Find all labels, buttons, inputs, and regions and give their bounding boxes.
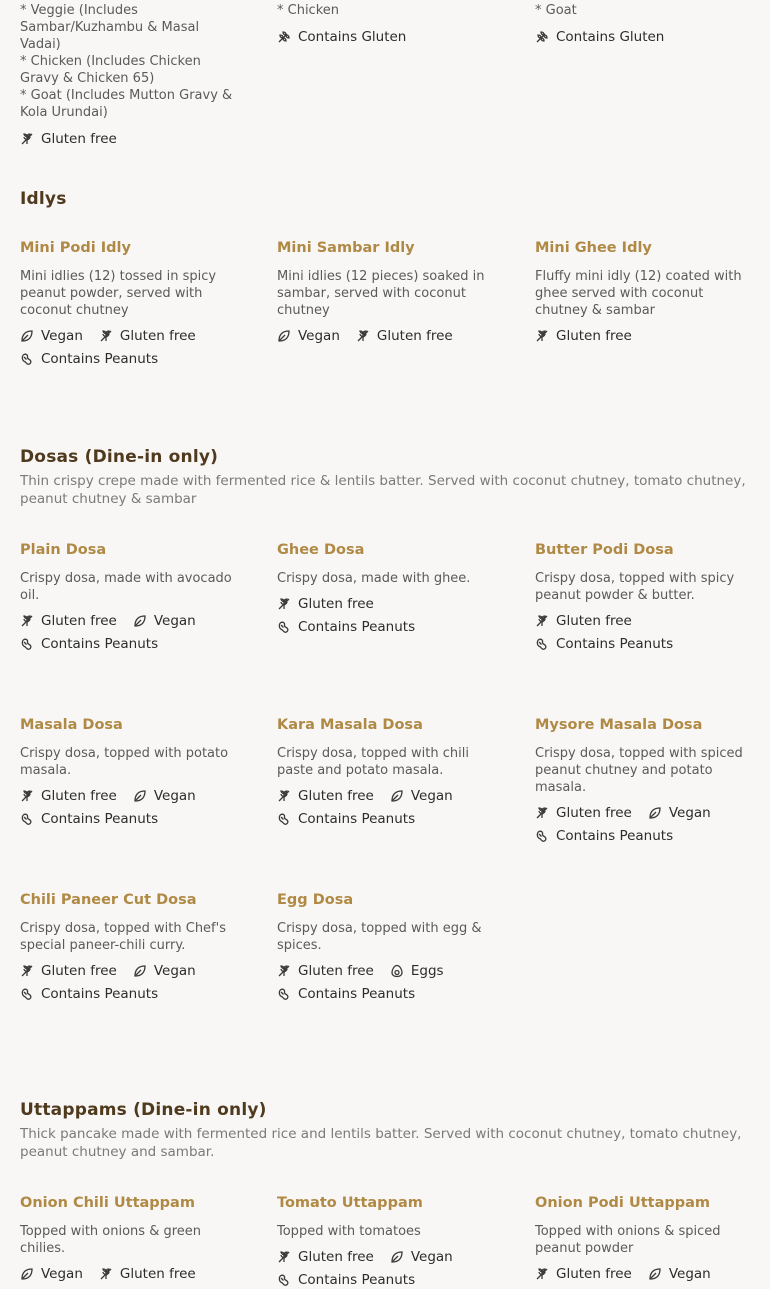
tag-label: Contains Peanuts <box>41 986 159 1002</box>
leaf-icon <box>20 329 34 343</box>
item-description: Topped with tomatoes <box>277 1224 421 1239</box>
dietary-tag <box>277 595 374 613</box>
dietary-tags <box>277 962 492 1003</box>
peanut-icon <box>20 987 34 1001</box>
leaf-icon <box>133 964 147 978</box>
tag-label: Eggs <box>410 963 444 979</box>
leaf-icon <box>390 789 404 803</box>
item-description: Crispy dosa, made with ghee. <box>277 571 471 586</box>
dietary-tag <box>535 804 632 822</box>
item-description: Crispy dosa, topped with Chef's special paneer-chili curry. <box>20 921 226 953</box>
menu-item-plain-dosa <box>20 542 235 653</box>
tag-label: Gluten free <box>298 963 374 979</box>
menu-item-ghee-dosa <box>277 542 492 636</box>
dietary-tag <box>277 962 374 980</box>
tag-label: Gluten free <box>119 328 196 344</box>
gluten-free-icon <box>356 329 370 343</box>
leaf-icon <box>390 1250 404 1264</box>
tag-label: Gluten free <box>41 963 117 979</box>
gluten-free-icon <box>99 1267 113 1281</box>
gluten-free-icon <box>20 789 34 803</box>
text-line: Kola Urundai) <box>20 105 108 120</box>
dietary-tag <box>277 787 374 805</box>
gluten-free-icon <box>277 1250 291 1264</box>
gluten-free-icon <box>20 614 34 628</box>
dietary-tag <box>277 1271 492 1289</box>
gluten-free-icon <box>535 329 549 343</box>
section-desc-dosas: Thin crispy crepe made with fermented rice & lentils batter. Served with coconut chutney, tomato chutney, peanut chutney & sambar <box>20 473 746 507</box>
text-line: * Goat (Includes Mutton Gravy & <box>20 88 233 103</box>
leaf-icon <box>20 1267 34 1281</box>
peanut-icon <box>20 812 34 826</box>
menu-item-butter-podi-dosa <box>535 542 750 653</box>
dietary-tag <box>20 985 235 1003</box>
dietary-tag <box>20 787 117 805</box>
menu-item-mysore-masala-dosa <box>535 717 750 845</box>
gluten-free-icon <box>535 806 549 820</box>
dietary-tag <box>133 962 196 980</box>
item-name[interactable]: Mini Ghee Idly <box>535 240 652 256</box>
tag-label: Contains Peanuts <box>556 636 674 652</box>
tag-label: Contains Peanuts <box>298 811 416 827</box>
tag-label: Gluten free <box>119 1266 196 1282</box>
item-description: Topped with onions & spiced peanut powder <box>535 1224 721 1256</box>
dietary-tag <box>20 1265 83 1283</box>
dietary-tags <box>20 612 235 653</box>
dietary-tag <box>20 612 117 630</box>
leaf-icon <box>277 329 291 343</box>
item-description: Topped with onions & green chilies. <box>20 1224 202 1256</box>
top-col1 <box>20 2 240 148</box>
item-description: Crispy dosa, topped with chili paste and potato masala. <box>277 746 469 778</box>
item-name[interactable]: Onion Podi Uttappam <box>535 1195 711 1211</box>
menu-item-mini-sambar-idly <box>277 240 492 345</box>
item-description: Crispy dosa, topped with egg & spices. <box>277 921 482 953</box>
gluten-free-icon <box>20 964 34 978</box>
tag-label: Gluten free <box>556 1266 632 1282</box>
top-col1-lines <box>20 2 240 121</box>
item-description: Crispy dosa, topped with spicy peanut powder & butter. <box>535 571 735 603</box>
item-name[interactable]: Kara Masala Dosa <box>277 717 423 733</box>
tag-label: Contains Peanuts <box>298 986 416 1002</box>
dietary-tags <box>535 1265 750 1283</box>
leaf-icon <box>648 806 662 820</box>
item-name[interactable]: Chili Paneer Cut Dosa <box>20 892 197 908</box>
top-col3-lines <box>535 2 755 19</box>
tag-label: Gluten free <box>41 131 117 147</box>
text-line: Sambar/Kuzhambu & Masal <box>20 20 200 35</box>
dietary-tag <box>133 787 196 805</box>
gluten-free-icon <box>277 789 291 803</box>
dietary-tag <box>535 28 664 46</box>
tag-label: Gluten free <box>556 805 632 821</box>
item-description: Crispy dosa, made with avocado oil. <box>20 571 232 603</box>
tag-label: Contains Gluten <box>298 29 407 45</box>
tag-label: Vegan <box>298 328 340 344</box>
peanut-icon <box>20 637 34 651</box>
tag-label: Contains Gluten <box>556 29 665 45</box>
tag-label: Contains Peanuts <box>41 636 159 652</box>
peanut-icon <box>277 620 291 634</box>
dietary-tags <box>277 1248 492 1289</box>
dietary-tag <box>99 327 196 345</box>
tag-label: Vegan <box>41 1266 83 1282</box>
item-name[interactable]: Mini Podi Idly <box>20 240 131 256</box>
dietary-tag <box>390 1248 453 1266</box>
tag-label: Gluten free <box>556 328 632 344</box>
menu-item-onion-podi-uttappam <box>535 1195 750 1283</box>
dietary-tags <box>20 787 235 828</box>
tag-label: Contains Peanuts <box>556 828 674 844</box>
text-line: Gravy & Chicken 65) <box>20 71 155 86</box>
tag-label: Vegan <box>668 805 711 821</box>
tag-label: Gluten free <box>298 596 374 612</box>
dietary-tag <box>535 827 750 845</box>
dietary-tag <box>535 635 750 653</box>
dietary-tag <box>356 327 453 345</box>
dietary-tag <box>20 130 117 148</box>
dietary-tag <box>535 612 632 630</box>
item-name[interactable]: Mini Sambar Idly <box>277 240 415 256</box>
tag-label: Contains Peanuts <box>298 1272 416 1288</box>
dietary-tag <box>20 327 83 345</box>
top-col2 <box>277 0 497 46</box>
item-name[interactable]: Ghee Dosa <box>277 542 365 558</box>
text-line: * Chicken (Includes Chicken <box>20 54 201 69</box>
dietary-tags <box>277 327 492 345</box>
dietary-tag <box>390 787 453 805</box>
dietary-tag <box>277 810 492 828</box>
gluten-free-icon <box>99 329 113 343</box>
dietary-tag <box>277 985 492 1003</box>
item-name[interactable]: Tomato Uttappam <box>277 1195 423 1211</box>
menu-item-tomato-uttappam <box>277 1195 492 1289</box>
dietary-tags <box>20 962 235 1003</box>
peanut-icon <box>20 352 34 366</box>
dietary-tag <box>535 327 632 345</box>
gluten-free-icon <box>535 614 549 628</box>
tag-label: Vegan <box>410 788 453 804</box>
menu-item-mini-ghee-idly <box>535 240 750 345</box>
tag-label: Contains Peanuts <box>41 351 159 367</box>
dietary-tag <box>648 1265 711 1283</box>
item-description: Crispy dosa, topped with spiced peanut chutney and potato masala. <box>535 746 743 795</box>
tag-label: Gluten free <box>556 613 632 629</box>
item-description: Fluffy mini idly (12) coated with ghee served with coconut chutney & sambar <box>535 269 742 318</box>
peanut-icon <box>277 812 291 826</box>
item-name[interactable]: Butter Podi Dosa <box>535 542 674 558</box>
tag-label: Vegan <box>410 1249 453 1265</box>
section-title-idlys: Idlys <box>20 189 67 209</box>
tag-label: Gluten free <box>376 328 453 344</box>
item-name[interactable]: Plain Dosa <box>20 542 107 558</box>
item-description: Mini idlies (12 pieces) soaked in sambar, served with coconut chutney <box>277 269 485 318</box>
tag-label: Gluten free <box>298 1249 374 1265</box>
egg-icon <box>390 964 404 978</box>
tag-label: Gluten free <box>41 613 117 629</box>
dietary-tag <box>20 962 117 980</box>
gluten-free-icon <box>277 597 291 611</box>
dietary-tag <box>277 1248 374 1266</box>
item-name[interactable]: Mysore Masala Dosa <box>535 717 703 733</box>
menu-item-mini-podi-idly <box>20 240 235 368</box>
dietary-tags <box>535 612 750 653</box>
dietary-tag <box>535 1265 632 1283</box>
gluten-free-icon <box>535 1267 549 1281</box>
tag-label: Gluten free <box>41 788 117 804</box>
peanut-icon <box>277 987 291 1001</box>
menu-item-chili-paneer-cut-dosa <box>20 892 235 1003</box>
gluten-free-icon <box>20 132 34 146</box>
wheat-icon <box>277 30 291 44</box>
section-title-dosas: Dosas (Dine-in only) <box>20 447 219 467</box>
menu-item-egg-dosa <box>277 892 492 1003</box>
item-description: Mini idlies (12) tossed in spicy peanut powder, served with coconut chutney <box>20 269 217 318</box>
wheat-icon <box>535 30 549 44</box>
dietary-tag <box>20 635 235 653</box>
item-name[interactable]: Onion Chili Uttappam <box>20 1195 195 1211</box>
dietary-tags <box>535 327 750 345</box>
item-name[interactable]: Egg Dosa <box>277 892 354 908</box>
tag-label: Vegan <box>153 788 196 804</box>
menu-item-kara-masala-dosa <box>277 717 492 828</box>
dietary-tag <box>390 962 444 980</box>
item-name[interactable]: Masala Dosa <box>20 717 123 733</box>
peanut-icon <box>535 637 549 651</box>
tag-label: Vegan <box>668 1266 711 1282</box>
text-line: * Chicken <box>277 3 340 18</box>
dietary-tags <box>20 1265 235 1283</box>
gluten-free-icon <box>277 964 291 978</box>
section-title-uttappams: Uttappams (Dine-in only) <box>20 1100 267 1120</box>
item-description: Crispy dosa, topped with potato masala. <box>20 746 229 778</box>
peanut-icon <box>277 1273 291 1287</box>
tag-label: Vegan <box>41 328 83 344</box>
dietary-tag <box>277 327 340 345</box>
text-line: Vadai) <box>20 37 61 52</box>
top-col3 <box>535 2 755 46</box>
tag-label: Vegan <box>153 963 196 979</box>
dietary-tags <box>535 804 750 845</box>
dietary-tag <box>133 612 196 630</box>
text-line: * Goat <box>535 3 577 18</box>
menu-item-masala-dosa <box>20 717 235 828</box>
dietary-tags <box>20 327 235 368</box>
leaf-icon <box>648 1267 662 1281</box>
tag-label: Vegan <box>153 613 196 629</box>
text-line: * Veggie (Includes <box>20 3 138 18</box>
dietary-tag <box>648 804 711 822</box>
dietary-tag <box>20 350 235 368</box>
leaf-icon <box>133 614 147 628</box>
tag-label: Gluten free <box>298 788 374 804</box>
section-desc-uttappams: Thick pancake made with fermented rice and lentils batter. Served with coconut chutney, tomato chutney, peanut chutney and sambar. <box>20 1126 742 1160</box>
menu-item-onion-chili-uttappam <box>20 1195 235 1283</box>
dietary-tags <box>277 595 492 636</box>
tag-label: Contains Peanuts <box>298 619 416 635</box>
dietary-tag <box>20 810 235 828</box>
tag-label: Contains Peanuts <box>41 811 159 827</box>
peanut-icon <box>535 829 549 843</box>
leaf-icon <box>133 789 147 803</box>
dietary-tag <box>277 28 406 46</box>
dietary-tag <box>99 1265 196 1283</box>
dietary-tag <box>277 618 492 636</box>
top-col2-lines <box>277 0 497 19</box>
dietary-tags <box>277 787 492 828</box>
